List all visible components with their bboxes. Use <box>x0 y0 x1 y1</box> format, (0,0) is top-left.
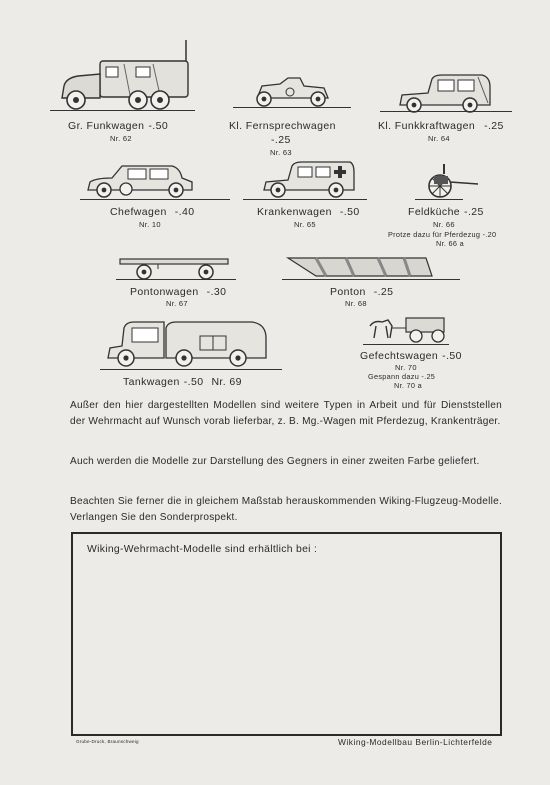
chef-illustration <box>86 162 194 198</box>
funkkraft-illustration <box>398 73 492 113</box>
paragraph-more-types: Außer den hier dargestellten Modellen sind weitere Typen in Arbeit und für Dienststellen der Wehrmacht auf Wunsch vorab lieferbar, z. B. Mg.-Wagen mit Pferdezug, Krankenträger. <box>70 400 502 427</box>
chef-ground-line <box>80 199 230 200</box>
gefechts-nr: Nr. 70 <box>395 363 417 372</box>
dealer-box-title: Wiking-Wehrmacht-Modelle sind erhältlich bei : <box>87 544 318 555</box>
ponton-ground-line <box>282 279 460 280</box>
tank-ground-line <box>100 369 282 370</box>
feldkueche-illustration <box>424 162 480 198</box>
pontonwagen-ground-line <box>116 279 236 280</box>
feldkueche-extra-nr: Nr. 66 a <box>436 239 464 248</box>
ponton-illustration <box>286 256 434 278</box>
dealer-stamp-box <box>71 532 502 736</box>
printer-credit: Grube-Druck, Braunschweig <box>76 739 139 744</box>
funkwagen-name: Gr. Funkwagen -.50 <box>68 120 169 132</box>
gefechts-extra: Gespann dazu -.25 <box>368 372 436 381</box>
fernsprech-nr: Nr. 63 <box>270 148 292 157</box>
fernsprech-illustration <box>250 76 332 108</box>
paragraph-aircraft-models: Beachten Sie ferner die in gleichem Maßstab herauskommenden Wiking-Flugzeug-Modelle. Verlangen Sie den Sonderprospekt. <box>70 496 502 523</box>
fernsprech-ground-line <box>233 107 351 108</box>
fernsprech-name: Kl. Fernsprechwagen <box>229 120 336 132</box>
funkwagen-illustration <box>58 40 190 112</box>
feldkueche-nr: Nr. 66 <box>433 220 455 229</box>
funkwagen-ground-line <box>50 110 195 111</box>
kranken-nr: Nr. 65 <box>294 220 316 229</box>
ponton-nr: Nr. 68 <box>345 299 367 308</box>
tank-illustration <box>104 318 268 368</box>
gefechts-name: Gefechtswagen -.50 <box>360 350 462 362</box>
pontonwagen-illustration <box>118 255 230 281</box>
feldkueche-extra: Protze dazu für Pferdezug -.20 <box>388 230 497 239</box>
ponton-name: Ponton -.25 <box>330 286 394 298</box>
feldkueche-ground-line <box>415 199 463 200</box>
funkkraft-ground-line <box>380 111 512 112</box>
gefechts-illustration <box>368 312 448 344</box>
funkwagen-nr: Nr. 62 <box>110 134 132 143</box>
paragraph-enemy-colors: Auch werden die Modelle zur Darstellung des Gegners in einer zweiten Farbe geliefert. <box>70 456 480 467</box>
fernsprech-price: -.25 <box>271 134 291 146</box>
feldkueche-name: Feldküche -.25 <box>408 206 484 218</box>
chef-nr: Nr. 10 <box>139 220 161 229</box>
funkkraft-nr: Nr. 64 <box>428 134 450 143</box>
kranken-name: Krankenwagen -.50 <box>257 206 360 218</box>
gefechts-extra-nr: Nr. 70 a <box>394 381 422 390</box>
gefechts-ground-line <box>363 344 449 345</box>
chef-name: Chefwagen -.40 <box>110 206 195 218</box>
kranken-illustration <box>262 160 356 198</box>
funkkraft-name: Kl. Funkkraftwagen -.25 <box>378 120 504 132</box>
pontonwagen-nr: Nr. 67 <box>166 299 188 308</box>
pontonwagen-name: Pontonwagen -.30 <box>130 286 227 298</box>
kranken-ground-line <box>243 199 367 200</box>
publisher-credit: Wiking-Modellbau Berlin-Lichterfelde <box>338 737 493 747</box>
tank-name: Tankwagen -.50 Nr. 69 <box>123 376 242 388</box>
